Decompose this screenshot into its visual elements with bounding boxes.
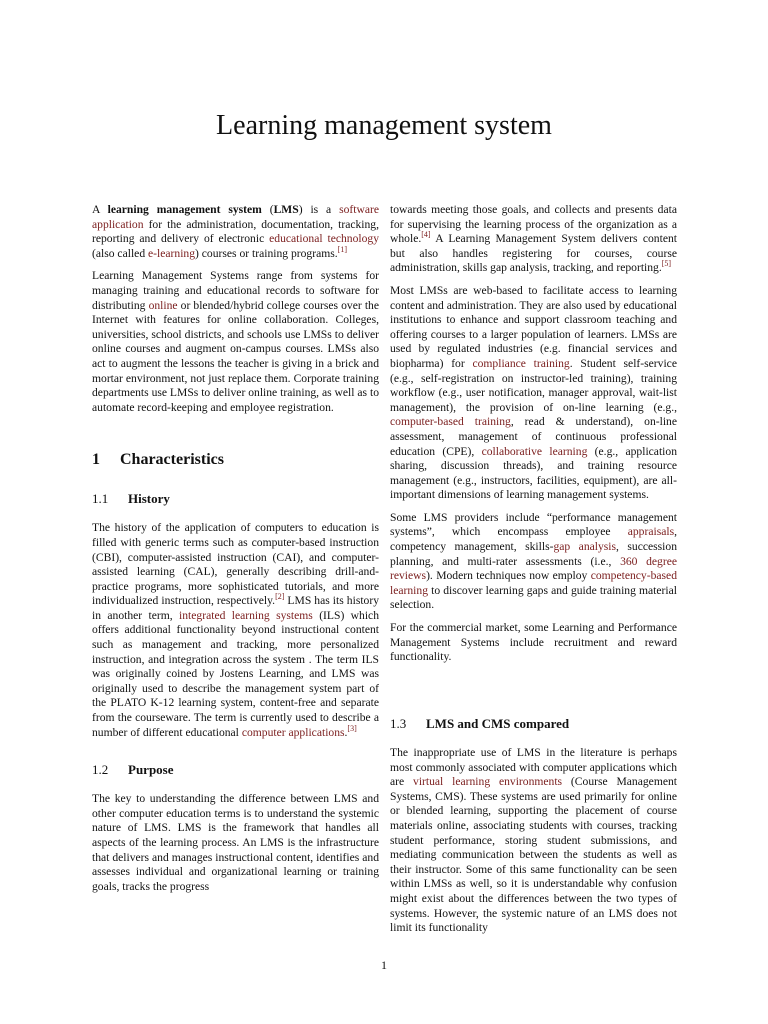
history-paragraph: The history of the application of computers to education is filled with generic terms such as computer-based instruction (CBI), computer-assisted instruction (CAI), and computer-assisted learning (CAL), generally describing drill-and-practice programs, more sophisticated tutorials, and more individualized instruction, respectively.[2] LMS has its history in another term, integrated learning systems (ILS) which offers additional functionality beyond instructional content such as management and tracking, more personalized instruction, and integration across the system . The term ILS was originally coined by Jostens Learning, and LMS was originally used to describe the management system part of the PLATO K-12 learning system, content-free and separate from the courseware. The term is currently used to describe a number of different educational computer applications.[3] xyxy=(92,521,380,739)
subsection-heading-purpose xyxy=(92,762,379,778)
defined-term: learning management system xyxy=(107,203,262,216)
link-educational-technology[interactable]: educational technology xyxy=(269,232,379,246)
link-compliance-training[interactable]: compliance training xyxy=(472,356,570,370)
web-based-paragraph: Most LMSs are web-based to facilitate access to learning content and administration. They are also used by educational institutions to enhance and support classroom teaching and offering courses to a larger population of learners. LMSs are used by regulated industries (e.g. financial services and biopharma) for compliance training. Student self-service (e.g., self-registration on instructor-led training), training workflow (e.g., user notification, manager approval, wait-list management), the provision of on-line learning (e.g., computer-based training, read & understand), on-line assessment, management of continuous professional education (CPE), collaborative learning (e.g., application sharing, discussion threads), and training resource management (e.g., instructors, facilities, equipment), are all-important dimensions of learning management systems. xyxy=(390,283,677,502)
section-title: Characteristics xyxy=(120,451,224,469)
citation-1[interactable]: [1] xyxy=(337,244,347,254)
link-appraisals[interactable]: appraisals xyxy=(627,525,675,539)
abbreviation: LMS xyxy=(273,203,299,216)
link-virtual-learning-environments[interactable]: virtual learning environments xyxy=(413,775,563,789)
left-column xyxy=(92,203,379,902)
link-collaborative-learning[interactable]: collaborative learning xyxy=(481,444,588,458)
link-online[interactable]: online xyxy=(148,298,178,312)
section-heading-characteristics xyxy=(92,451,379,469)
subsection-number: 1.3 xyxy=(390,716,407,731)
link-e-learning[interactable]: e-learning xyxy=(148,246,196,260)
subsection-title: Purpose xyxy=(128,762,174,778)
commercial-market-paragraph: For the commercial market, some Learning and Performance Management Systems include recruitment and reward functionality. xyxy=(390,621,677,664)
citation-4[interactable]: [4] xyxy=(421,230,431,240)
link-gap-analysis[interactable]: gap analysis xyxy=(553,540,617,554)
subsection-title: LMS and CMS compared xyxy=(426,716,570,731)
intro-paragraph-1: A learning management system (LMS) is a software application for the administration, documentation, tracking, reporting and delivery of electronic educational technology (also called e-learning) courses or training programs.[1] xyxy=(92,203,379,260)
subsection-number: 1.2 xyxy=(92,762,109,778)
section-number: 1 xyxy=(92,451,100,469)
right-column-lower xyxy=(390,716,677,944)
link-integrated-learning-systems[interactable]: integrated learning systems xyxy=(179,608,313,622)
subsection-title: History xyxy=(128,491,170,507)
citation-3[interactable]: [3] xyxy=(347,723,357,733)
citation-5[interactable]: [5] xyxy=(661,259,672,269)
page-title: Learning management system xyxy=(216,110,552,141)
link-computer-applications[interactable]: computer applications xyxy=(241,725,345,739)
purpose-paragraph: The key to understanding the difference between LMS and other computer education terms is to understand the systemic nature of LMS. LMS is the framework that handles all aspects of the learning process. An LMS is the infrastructure that delivers and manages instructional content, identifies and assesses individual and organizational learning or training goals, tracks the progress xyxy=(92,792,379,893)
citation-2[interactable]: [2] xyxy=(275,592,285,602)
lms-cms-paragraph: The inappropriate use of LMS in the literature is perhaps most commonly associated with computer applications which are virtual learning environments (Course Management Systems, CMS). These systems are used primarily for online or blended learning, supporting the placement of course materials online, associating students with courses, tracking student performance, storing student submissions, and mediating communication between the students as well as their instructor. Some of this same functionality can be seen within LMSs as well, so it is understandable why confusion might exist about the differences between the two types of systems. However, the systemic nature of an LMS does not limit its functionality xyxy=(390,746,678,935)
performance-management-paragraph: Some LMS providers include “performance management systems”, which encompass employee appraisals, competency management, skills-gap analysis, succession planning, and multi-rater assessments (i.e., 360 degree reviews). Modern techniques now employ competency-based learning to discover learning gaps and guide training material selection. xyxy=(390,510,678,612)
subsection-heading-history xyxy=(92,491,379,507)
right-column xyxy=(390,203,677,673)
subsection-heading-lms-cms xyxy=(390,716,677,732)
intro-paragraph-2: Learning Management Systems range from systems for managing training and educational records to software for distributing online or blended/hybrid college courses over the Internet with features for online collaboration. Colleges, universities, school districts, and schools use LMSs to deliver online courses and augment on-campus courses. LMSs also act to augment the lessons the teacher is giving in a brick and mortar environment, not just replace them. Corporate training departments use LMSs to deliver online training, as well as to automate record-keeping and employee registration. xyxy=(92,269,379,414)
purpose-continued-paragraph: towards meeting those goals, and collects and presents data for supervising the learning process of the organization as a whole.[4] A Learning Management System delivers content but also handles registering for courses, course administration, skills gap analysis, tracking, and reporting.[5] xyxy=(390,203,677,275)
page-number: 1 xyxy=(381,958,387,972)
link-360-degree-reviews[interactable]: 360 degree reviews xyxy=(390,554,678,583)
link-computer-based-training[interactable]: computer-based training xyxy=(390,415,511,429)
link-competency-based-learning[interactable]: competency-based learning xyxy=(390,569,677,597)
subsection-number: 1.1 xyxy=(92,491,109,507)
link-software-application[interactable]: software application xyxy=(92,203,379,231)
